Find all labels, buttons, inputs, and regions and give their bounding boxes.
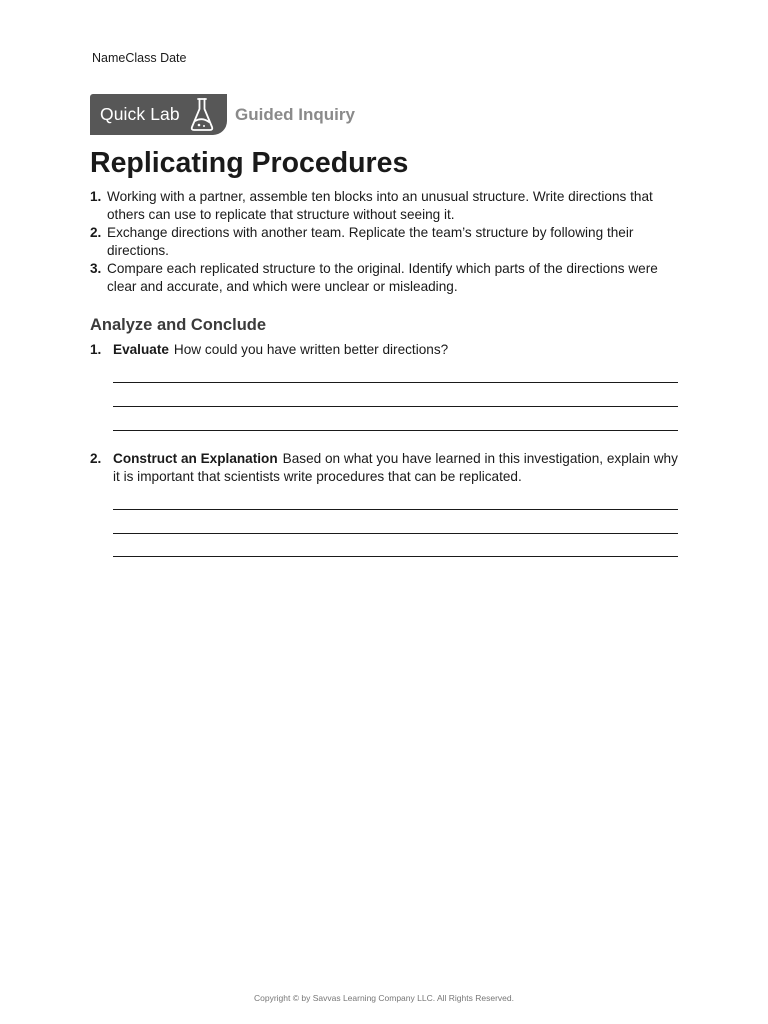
answer-line[interactable] — [113, 509, 678, 510]
procedure-steps — [90, 188, 680, 296]
question-evaluate — [90, 341, 680, 359]
step-number: 1. — [90, 189, 102, 204]
question-number: 2. — [90, 451, 102, 466]
question-label: Evaluate — [113, 342, 169, 357]
question-text: How could you have written better directions? — [173, 342, 449, 357]
list-item — [90, 260, 680, 296]
question-body — [113, 341, 448, 359]
step-text: Exchange directions with another team. Replicate the team’s structure by following their directions. — [107, 225, 634, 258]
quick-lab-label: Quick Lab — [100, 104, 180, 124]
question-number: 1. — [90, 342, 102, 357]
step-text: Working with a partner, assemble ten blocks into an unusual structure. Write directions that others can use to replicate that structure without seeing it. — [107, 189, 653, 222]
guided-inquiry-label: Guided Inquiry — [235, 104, 355, 124]
question-construct-explanation — [90, 450, 680, 486]
answer-line[interactable] — [113, 406, 678, 407]
copyright-footer: Copyright © by Savvas Learning Company LLC. All Rights Reserved. — [254, 993, 514, 1003]
quick-lab-badge — [90, 94, 227, 135]
step-number: 3. — [90, 261, 102, 276]
list-item — [90, 224, 680, 260]
answer-line[interactable] — [113, 382, 678, 383]
question-body — [113, 450, 680, 486]
name-class-date-line: NameClass Date — [92, 51, 187, 65]
answer-line[interactable] — [113, 556, 678, 557]
lab-badge-row — [90, 94, 355, 135]
answer-line[interactable] — [113, 430, 678, 431]
question-label: Construct an Explanation — [113, 451, 278, 466]
step-number: 2. — [90, 225, 102, 240]
flask-icon — [189, 96, 215, 132]
list-item — [90, 188, 680, 224]
analyze-heading: Analyze and Conclude — [90, 316, 267, 334]
page-title: Replicating Procedures — [90, 147, 409, 179]
step-text: Compare each replicated structure to the original. Identify which parts of the directions were clear and accurate, and which were unclear or misleading. — [107, 261, 658, 294]
answer-line[interactable] — [113, 533, 678, 534]
question-text: Based on what you have learned in this investigation, explain why it is important that scientists write procedures that can be replicated. — [113, 451, 678, 484]
